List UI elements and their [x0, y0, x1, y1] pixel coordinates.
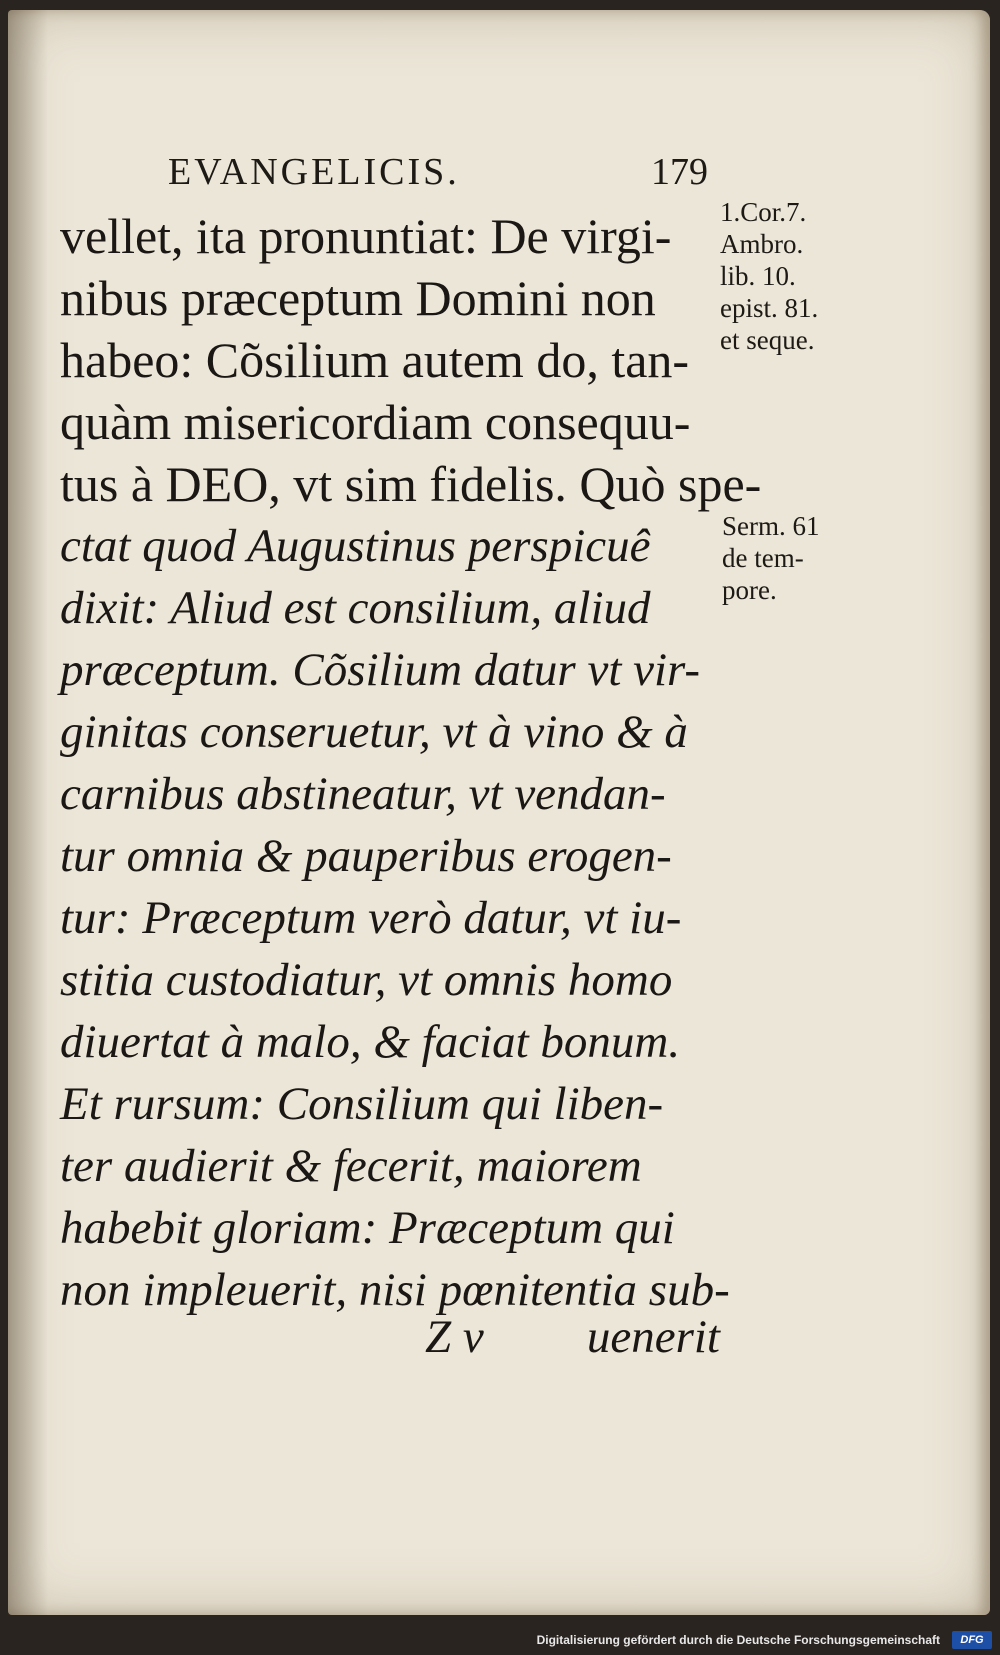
margin-note-line: lib. 10. — [720, 261, 796, 291]
signature-mark: Z v — [425, 1311, 484, 1363]
text-line-18: non impleuerit, nisi pœnitentia sub- — [60, 1264, 730, 1316]
text-line-17: habebit gloriam: Præceptum qui — [60, 1202, 675, 1254]
text-line-12: tur: Præceptum verò datur, vt iu- — [60, 892, 682, 944]
running-head: EVANGELICIS. — [168, 151, 460, 193]
margin-note-line: epist. 81. — [720, 293, 819, 323]
text-line-13: stitia custodiatur, vt omnis homo — [60, 954, 673, 1006]
margin-note-line: Ambro. — [720, 229, 804, 259]
book-page — [8, 10, 990, 1615]
dfg-logo: DFG — [952, 1631, 992, 1649]
margin-note-corinthians — [720, 196, 818, 356]
text-line-16: ter audierit & fecerit, maiorem — [60, 1140, 642, 1192]
text-line-15: Et rursum: Consilium qui liben- — [60, 1078, 664, 1130]
text-line-11: tur omnia & pauperibus erogen- — [60, 830, 672, 882]
digitization-credit: Digitalisierung gefördert durch die Deutsche Forschungsgemeinschaft — [536, 1633, 940, 1647]
page-header — [168, 150, 708, 200]
text-line-7: dixit: Aliud est consilium, aliud — [60, 582, 651, 634]
catchword: uenerit — [586, 1311, 720, 1363]
margin-note-line: et seque. — [720, 325, 815, 355]
margin-note-line: de tem- — [722, 543, 804, 573]
text-line-8: præceptum. Cõsilium datur vt vir- — [60, 644, 701, 696]
text-line-10: carnibus abstineatur, vt vendan- — [60, 768, 666, 820]
text-line-2: nibus præceptum Domini non — [60, 270, 656, 326]
catchword-line — [60, 1310, 720, 1370]
page-number: 179 — [651, 151, 708, 193]
text-line-4: quàm misericordiam consequu- — [60, 394, 691, 450]
margin-note-line: pore. — [722, 575, 777, 605]
text-line-6: ctat quod Augustinus perspicuê — [60, 520, 651, 572]
text-line-14: diuertat à malo, & faciat bonum. — [60, 1016, 681, 1068]
margin-note-sermon — [722, 510, 820, 606]
margin-note-line: Serm. 61 — [722, 511, 820, 541]
spine-shadow — [8, 10, 48, 1615]
text-line-3: habeo: Cõsilium autem do, tan- — [60, 332, 690, 388]
margin-note-line: 1.Cor.7. — [720, 197, 807, 227]
text-line-5: tus à DEO, vt sim fidelis. Quò spe- — [60, 456, 762, 512]
text-line-1: vellet, ita pronuntiat: De virgi- — [60, 208, 672, 264]
text-line-9: ginitas conseruetur, vt à vino & à — [60, 706, 688, 758]
